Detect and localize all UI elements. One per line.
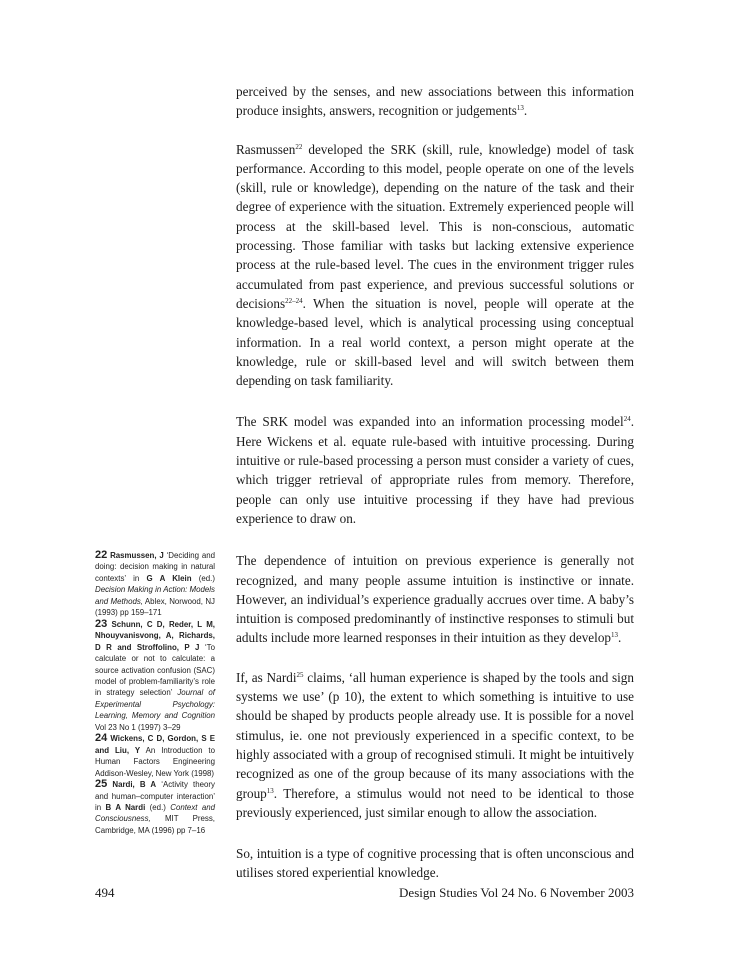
paragraph-2: Rasmussen$^{22}$ developed the SRK (skill, rule, knowledge) model of task performance. According to this model, people operate on one of the levels (skill, rule or knowledge), depending on the nature of the task and their degree of experience with the situation. Extremely experienced people will process at the skill-based level. This is non-conscious, automatic processing. Those familiar with tasks but lacking extensive experience process at the rule-based level. The cues in the environment trigger rules accumulated from past experience, and previous successful solutions or decisions$^{22-24}$. When the situation is novel, people will operate at the knowledge-based level, which is analytical processing using conceptual information. In a real world context, a person might operate at the knowledge, rule or skill-based level and will switch between them depending on task familiarity.: [236, 141, 634, 389]
citation: 24: [623, 415, 631, 424]
reference-23: 23 Schunn, C D, Reder, L M, Nhouyvanisvong, A, Richards, D R and Stroffolino, P J ‘To calculate or not to calculate: a source activation confusion (SAC) model of problem-familiarity’s role in strategy selection’ Journal of Experimental Psychology: Learning, Memory and Cognition Vol 23 No 1 (1997) 3–29: [95, 617, 216, 732]
reference-25: 25 Nardi, B A ‘Activity theory and human–computer interaction’ in B A Nardi (ed.) Context and Consciousness, MIT Press, Cambridge, MA (1996) pp 7–16: [95, 778, 216, 835]
margin-references: [95, 550, 215, 836]
citation: 25: [296, 670, 304, 679]
citation: 22–24: [285, 296, 303, 305]
reference-24: 24 Wickens, C D, Gordon, S E and Liu, Y An Introduction to Human Factors Engineering Addison-Wesley, New York (1998): [95, 732, 215, 778]
paragraph-4: The dependence of intuition on previous experience is generally not recognized, and many people assume intuition is instinctive or innate. However, an individual’s experience gradually accrues over time. A baby’s intuition is composed predominantly of instinctive responses to stimuli but adults include more learned responses in their intuition as they develop$^{13}$.: [236, 553, 634, 646]
citation: 22: [295, 142, 303, 151]
journal-citation: Design Studies Vol 24 No. 6 November 2003: [399, 885, 634, 900]
main-text-column: [236, 82, 634, 883]
citation: 13: [611, 631, 619, 640]
paragraph-3: The SRK model was expanded into an information processing model$^{24}$. Here Wickens et al. equate rule-based with intuitive processing. During intuitive or rule-based processing a person must consider a variety of cues, which trigger retrieval of appropriate rules from memory. Therefore, people can only use intuitive processing if they have had previous experience to draw on.: [236, 414, 634, 526]
paragraph-1: perceived by the senses, and new associations between this information produce insights, answers, recognition or judgements$^{13}$.: [236, 84, 634, 119]
citation: 13: [266, 786, 274, 795]
paragraph-6: So, intuition is a type of cognitive processing that is often unconscious and utilises stored experiential knowledge.: [236, 846, 634, 881]
citation: 13: [516, 104, 524, 113]
paragraph-5: If, as Nardi$^{25}$ claims, ‘all human experience is shaped by the tools and sign systems we use’ (p 10), the extent to which something is intuitive to use should be shaped by products people already use. It is possible for a novel stimulus, ie. one not previously experienced in a specific context, to be highly associated with a group of recognised stimuli. It might be intuitively recognized as one of the group because of its many associations with the group$^{13}$. Therefore, a stimulus would not need to be identical to those previously experienced, just similar enough to allow the association.: [236, 669, 634, 820]
page-number: 494: [95, 885, 115, 900]
reference-22: 22 Rasmussen, J ‘Deciding and doing: decision making in natural contexts’ in G A Klein (ed.) Decision Making in Action: Models and Methods, Ablex, Norwood, NJ (1993) pp 159–171: [95, 549, 216, 618]
